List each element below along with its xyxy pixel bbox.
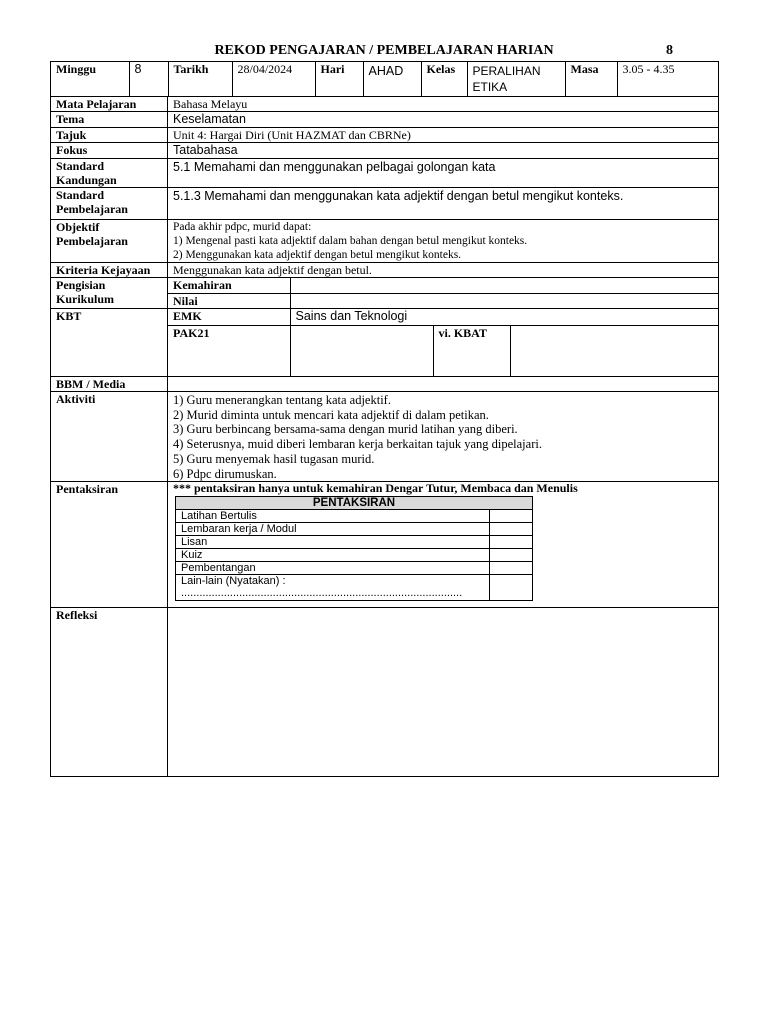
- kemahiran-value: [290, 278, 718, 293]
- aktiviti-item-2: 2) Murid diminta untuk mencari kata adjektif di dalam petikan.: [173, 407, 489, 422]
- minggu-value: 8: [129, 62, 168, 96]
- pentaksiran-check[interactable]: [489, 523, 532, 536]
- masa-label: Masa: [565, 62, 617, 96]
- pengisian-subtable: [168, 278, 718, 308]
- kbat-label: vi. KBAT: [433, 325, 510, 376]
- objektif-label-line2: Pembelajaran: [56, 234, 128, 248]
- standard-kandungan-label-line2: Kandungan: [56, 173, 117, 187]
- lesson-record-table: [50, 61, 719, 777]
- page-number: 8: [666, 43, 673, 58]
- pentaksiran-check[interactable]: [489, 562, 532, 575]
- aktiviti-item-1: 1) Guru menerangkan tentang kata adjektif.: [173, 393, 391, 407]
- objektif-label: [51, 220, 168, 263]
- kemahiran-label: Kemahiran: [168, 278, 290, 293]
- pentaksiran-check[interactable]: [489, 575, 532, 601]
- masa-value: 3.05 - 4.35: [617, 62, 719, 96]
- kbt-subtable: [168, 309, 719, 376]
- aktiviti-item-6: 6) Pdpc dirumuskan.: [173, 466, 277, 481]
- pentaksiran-item: Lembaran kerja / Modul: [176, 523, 490, 536]
- standard-kandungan-value: 5.1 Memahami dan menggunakan pelbagai golongan kata: [168, 159, 719, 188]
- pak21-value: [290, 325, 433, 376]
- pentaksiran-check[interactable]: [489, 536, 532, 549]
- pengisian-label-line1: Pengisian: [56, 278, 106, 292]
- mata-pelajaran-value: Bahasa Melayu: [168, 97, 719, 112]
- tarikh-value: 28/04/2024: [232, 62, 315, 96]
- pentaksiran-check[interactable]: [489, 549, 532, 562]
- standard-pembelajaran-label-line2: Pembelajaran: [56, 202, 128, 216]
- standard-kandungan-label: [51, 159, 168, 188]
- page-title: REKOD PENGAJARAN / PEMBELAJARAN HARIAN: [214, 43, 554, 58]
- info-row: [51, 62, 719, 96]
- pentaksiran-item: Latihan Bertulis: [176, 510, 490, 523]
- tajuk-value: Unit 4: Hargai Diri (Unit HAZMAT dan CBRNe): [168, 128, 719, 143]
- aktiviti-item-3: 3) Guru berbincang bersama-sama dengan murid latihan yang diberi.: [173, 422, 518, 437]
- nilai-label: Nilai: [168, 293, 290, 308]
- objektif-item-2: 2) Menggunakan kata adjektif dengan betul mengikut konteks.: [173, 249, 462, 261]
- bbm-value: [168, 377, 719, 392]
- aktiviti-list: [168, 392, 719, 482]
- pentaksiran-note: *** pentaksiran hanya untuk kemahiran Dengar Tutur, Membaca dan Menulis: [173, 481, 578, 496]
- pentaksiran-item: Pembentangan: [176, 562, 490, 575]
- aktiviti-item-5: 5) Guru menyemak hasil tugasan murid.: [173, 451, 375, 466]
- pentaksiran-lain-lain: [176, 575, 490, 601]
- aktiviti-label: Aktiviti: [51, 392, 168, 482]
- standard-pembelajaran-value: 5.1.3 Memahami dan menggunakan kata adjektif dengan betul mengikut konteks.: [168, 188, 719, 220]
- pentaksiran-item: Lisan: [176, 536, 490, 549]
- objektif-intro: Pada akhir pdpc, murid dapat:: [173, 221, 312, 233]
- tema-label: Tema: [51, 112, 168, 128]
- page-header: [50, 43, 718, 61]
- mata-pelajaran-label: Mata Pelajaran: [51, 97, 168, 112]
- objektif-label-line1: Objektif: [56, 220, 100, 234]
- fokus-label: Fokus: [51, 143, 168, 159]
- pentaksiran-table-header: PENTAKSIRAN: [176, 497, 533, 510]
- lain-lain-dots: ............................................................................................: [181, 587, 463, 600]
- kbat-value: [510, 325, 719, 376]
- tarikh-label: Tarikh: [168, 62, 232, 96]
- fokus-value: Tatabahasa: [168, 143, 719, 159]
- objektif-value: [168, 220, 719, 263]
- refleksi-value[interactable]: [168, 608, 719, 777]
- bbm-label: BBM / Media: [51, 377, 168, 392]
- pentaksiran-table: [175, 496, 533, 601]
- lain-lain-label: Lain-lain (Nyatakan) :: [181, 575, 286, 588]
- kbt-label: KBT: [51, 309, 168, 377]
- pentaksiran-label: Pentaksiran: [51, 482, 168, 608]
- pentaksiran-check[interactable]: [489, 510, 532, 523]
- kriteria-label: Kriteria Kejayaan: [51, 263, 168, 278]
- emk-value: Sains dan Teknologi: [290, 309, 719, 325]
- kelas-value: PERALIHAN ETIKA: [467, 62, 565, 96]
- pengisian-label: [51, 278, 168, 309]
- kriteria-value: Menggunakan kata adjektif dengan betul.: [168, 263, 719, 278]
- hari-label: Hari: [315, 62, 363, 96]
- refleksi-label: Refleksi: [51, 608, 168, 777]
- pengisian-label-line2: Kurikulum: [56, 292, 115, 306]
- pak21-label: PAK21: [168, 325, 290, 376]
- kelas-label: Kelas: [421, 62, 467, 96]
- tema-value: Keselamatan: [168, 112, 719, 128]
- hari-value: AHAD: [363, 62, 421, 96]
- standard-kandungan-label-line1: Standard: [56, 159, 105, 173]
- standard-pembelajaran-label: [51, 188, 168, 220]
- pentaksiran-item: Kuiz: [176, 549, 490, 562]
- pentaksiran-cell: [168, 482, 719, 608]
- nilai-value: [290, 293, 718, 308]
- standard-pembelajaran-label-line1: Standard: [56, 188, 105, 202]
- emk-label: EMK: [168, 309, 290, 325]
- minggu-label: Minggu: [51, 62, 129, 96]
- objektif-item-1: 1) Mengenal pasti kata adjektif dalam bahan dengan betul mengikut konteks.: [173, 235, 528, 247]
- aktiviti-item-4: 4) Seterusnya, muid diberi lembaran kerja berkaitan tajuk yang dipelajari.: [173, 437, 542, 452]
- tajuk-label: Tajuk: [51, 128, 168, 143]
